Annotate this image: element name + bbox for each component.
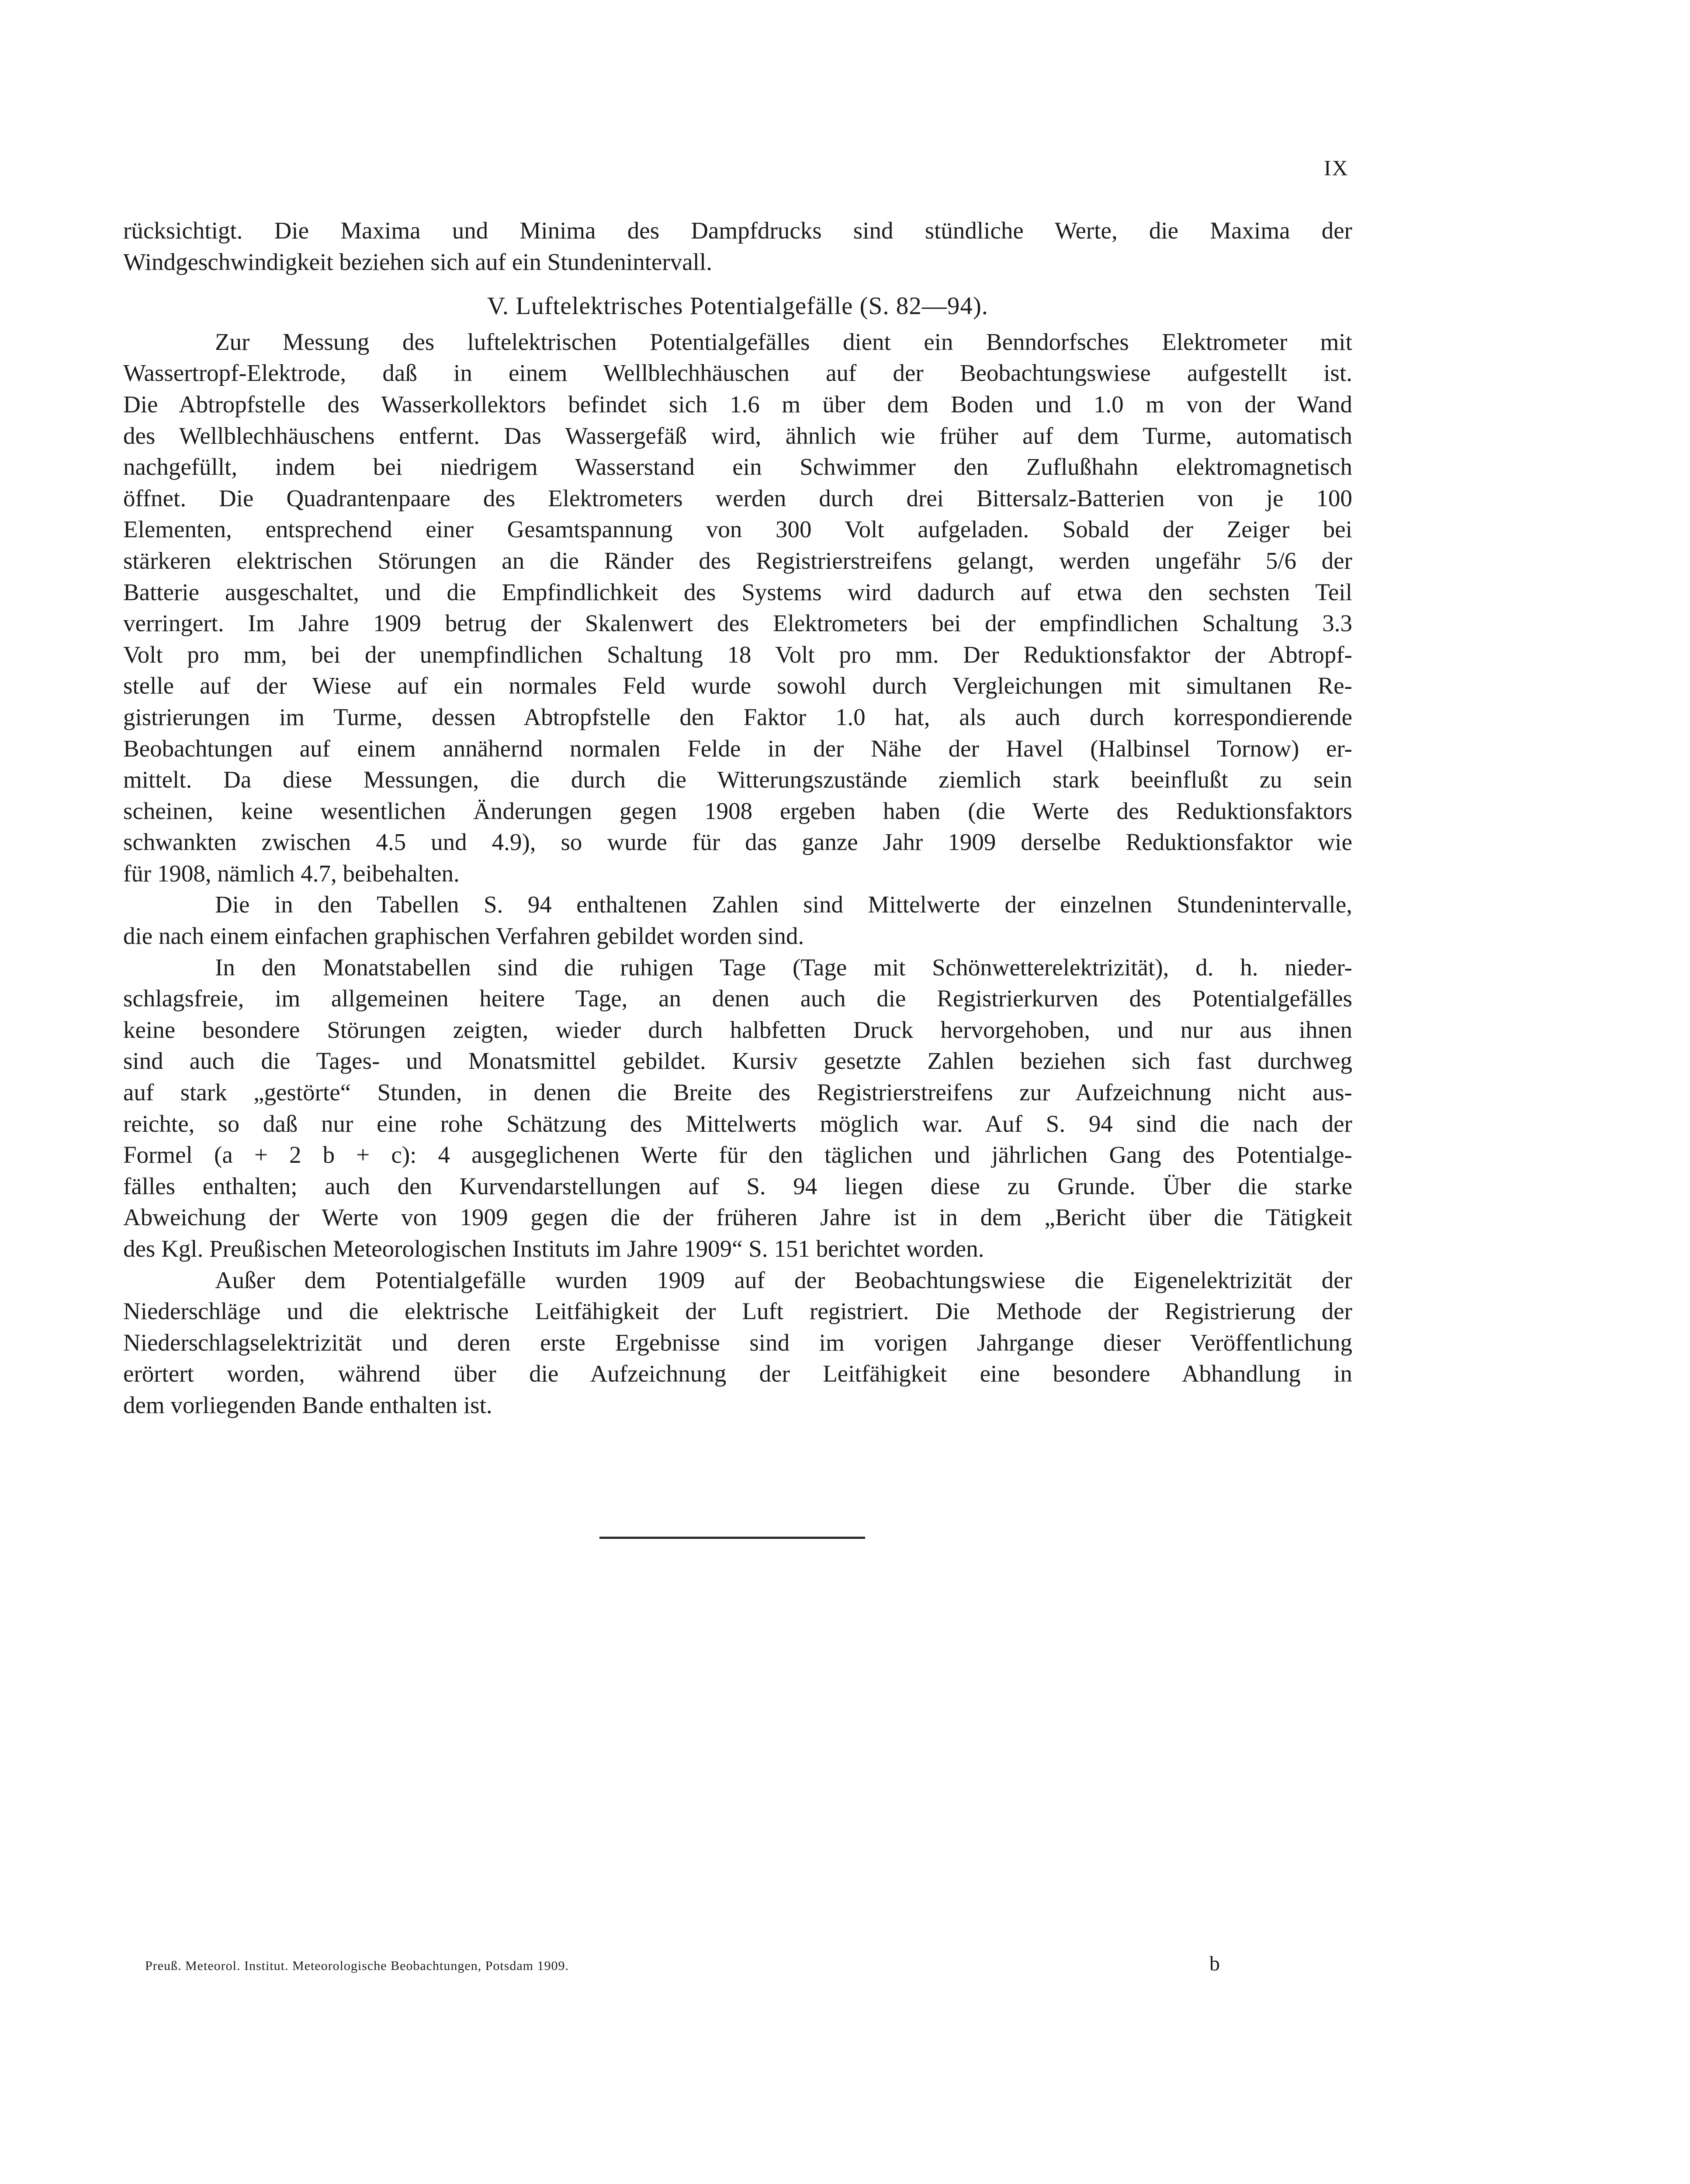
text-line: nachgefüllt, indem bei niedrigem Wasserstand ein Schwimmer den Zuflußhahn elektromagnetisch	[123, 453, 1352, 480]
text-line: Außer dem Potentialgefälle wurden 1909 auf der Beobachtungswiese die Eigenelektrizität der	[215, 1266, 1352, 1293]
paragraph-tables	[123, 889, 1352, 951]
text-line: die nach einem einfachen graphischen Verfahren gebildet worden sind.	[123, 923, 804, 950]
section-heading: V. Luftelektrisches Potentialgefälle (S. 82—94).	[487, 292, 989, 320]
text-line: verringert. Im Jahre 1909 betrug der Skalenwert des Elektrometers bei der empfindlichen Schaltung 3.3	[123, 610, 1352, 637]
text-line: Beobachtungen auf einem annähernd normalen Felde in der Nähe der Havel (Halbinsel Tornow) er-	[123, 735, 1352, 762]
text-line: Abweichung der Werte von 1909 gegen die der früheren Jahre ist in dem „Bericht über die Tätigkeit	[123, 1204, 1352, 1231]
text-line: In den Monatstabellen sind die ruhigen Tage (Tage mit Schönwetterelektrizität), d. h. nieder-	[215, 954, 1352, 981]
text-line: dem vorliegenden Bande enthalten ist.	[123, 1391, 492, 1418]
text-line: stärkeren elektrischen Störungen an die Ränder des Registrierstreifens gelangt, werden ungefähr 5/6 der	[123, 547, 1352, 574]
text-line: Batterie ausgeschaltet, und die Empfindlichkeit des Systems wird dadurch auf etwa den sechsten Teil	[123, 578, 1352, 605]
text-line: erörtert worden, während über die Aufzeichnung der Leitfähigkeit eine besondere Abhandlung in	[123, 1360, 1352, 1387]
text-line: schwankten zwischen 4.5 und 4.9), so wurde für das ganze Jahr 1909 derselbe Reduktionsfaktor wie	[123, 829, 1352, 856]
text-line: für 1908, nämlich 4.7, beibehalten.	[123, 860, 460, 887]
body-text	[123, 215, 1352, 1421]
text-line: stelle auf der Wiese auf ein normales Feld wurde sowohl durch Vergleichungen mit simultanen Re-	[123, 672, 1352, 699]
text-line: reichte, so daß nur eine rohe Schätzung des Mittelwerts möglich war. Auf S. 94 sind die nach der	[123, 1110, 1352, 1137]
text-line: sind auch die Tages- und Monatsmittel gebildet. Kursiv gesetzte Zahlen beziehen sich fast durchweg	[123, 1047, 1352, 1075]
text-line: keine besondere Störungen zeigten, wieder durch halbfetten Druck hervorgehoben, und nur aus ihnen	[123, 1016, 1352, 1043]
text-line: fälles enthalten; auch den Kurvendarstellungen auf S. 94 liegen diese zu Grunde. Über die starke	[123, 1172, 1352, 1199]
text-line: des Kgl. Preußischen Meteorologischen Instituts im Jahre 1909“ S. 151 berichtet worden.	[123, 1235, 984, 1262]
text-line: Windgeschwindigkeit beziehen sich auf ein Stundenintervall.	[123, 248, 712, 275]
text-line: Niederschläge und die elektrische Leitfähigkeit der Luft registriert. Die Methode der Registrierung der	[123, 1298, 1352, 1325]
section-divider-rule	[599, 1537, 865, 1539]
paragraph-continuation	[123, 215, 1352, 277]
page-number: IX	[1324, 156, 1349, 180]
text-line: Niederschlagselektrizität und deren erste Ergebnisse sind im vorigen Jahrgange dieser Veröffentlichung	[123, 1329, 1352, 1356]
text-line: mittelt. Da diese Messungen, die durch die Witterungszustände ziemlich stark beeinflußt zu sein	[123, 766, 1352, 793]
text-line: rücksichtigt. Die Maxima und Minima des Dampfdrucks sind stündliche Werte, die Maxima der	[123, 217, 1352, 244]
text-line: öffnet. Die Quadrantenpaare des Elektrometers werden durch drei Bittersalz-Batterien von je 100	[123, 484, 1352, 511]
text-line: Zur Messung des luftelektrischen Potentialgefälles dient ein Benndorfsches Elektrometer mit	[215, 328, 1352, 355]
paragraph-measurement	[123, 326, 1352, 889]
text-line: Volt pro mm, bei der unempfindlichen Schaltung 18 Volt pro mm. Der Reduktionsfaktor der Abtropf-	[123, 641, 1352, 668]
footer-signature-mark: b	[1209, 1952, 1220, 1975]
text-line: Formel (a + 2 b + c): 4 ausgeglichenen Werte für den täglichen und jährlichen Gang des Potentialge-	[123, 1141, 1352, 1168]
text-line: Elementen, entsprechend einer Gesamtspannung von 300 Volt aufgeladen. Sobald der Zeiger bei	[123, 516, 1352, 543]
text-line: scheinen, keine wesentlichen Änderungen gegen 1908 ergeben haben (die Werte des Reduktionsfaktors	[123, 797, 1352, 824]
footer-publication-line: Preuß. Meteorol. Institut. Meteorologische Beobachtungen, Potsdam 1909.	[145, 1959, 569, 1973]
paragraph-additional-registrations	[123, 1265, 1352, 1421]
text-line: gistrierungen im Turme, dessen Abtropfstelle den Faktor 1.0 hat, als auch durch korrespondierende	[123, 703, 1352, 730]
text-line: des Wellblechhäuschens entfernt. Das Wassergefäß wird, ähnlich wie früher auf dem Turme, automatisch	[123, 422, 1352, 449]
paragraph-monthly-tables	[123, 952, 1352, 1265]
text-line: Die Abtropfstelle des Wasserkollektors befindet sich 1.6 m über dem Boden und 1.0 m von der Wand	[123, 390, 1352, 418]
text-line: schlagsfreie, im allgemeinen heitere Tage, an denen auch die Registrierkurven des Potentialgefälles	[123, 985, 1352, 1012]
text-line: Wassertropf-Elektrode, daß in einem Wellblechhäuschen auf der Beobachtungswiese aufgestellt ist.	[123, 359, 1352, 387]
text-line: Die in den Tabellen S. 94 enthaltenen Zahlen sind Mittelwerte der einzelnen Stundenintervalle,	[215, 891, 1352, 918]
text-line: auf stark „gestörte“ Stunden, in denen die Breite des Registrierstreifens zur Aufzeichnung nicht aus-	[123, 1079, 1352, 1106]
